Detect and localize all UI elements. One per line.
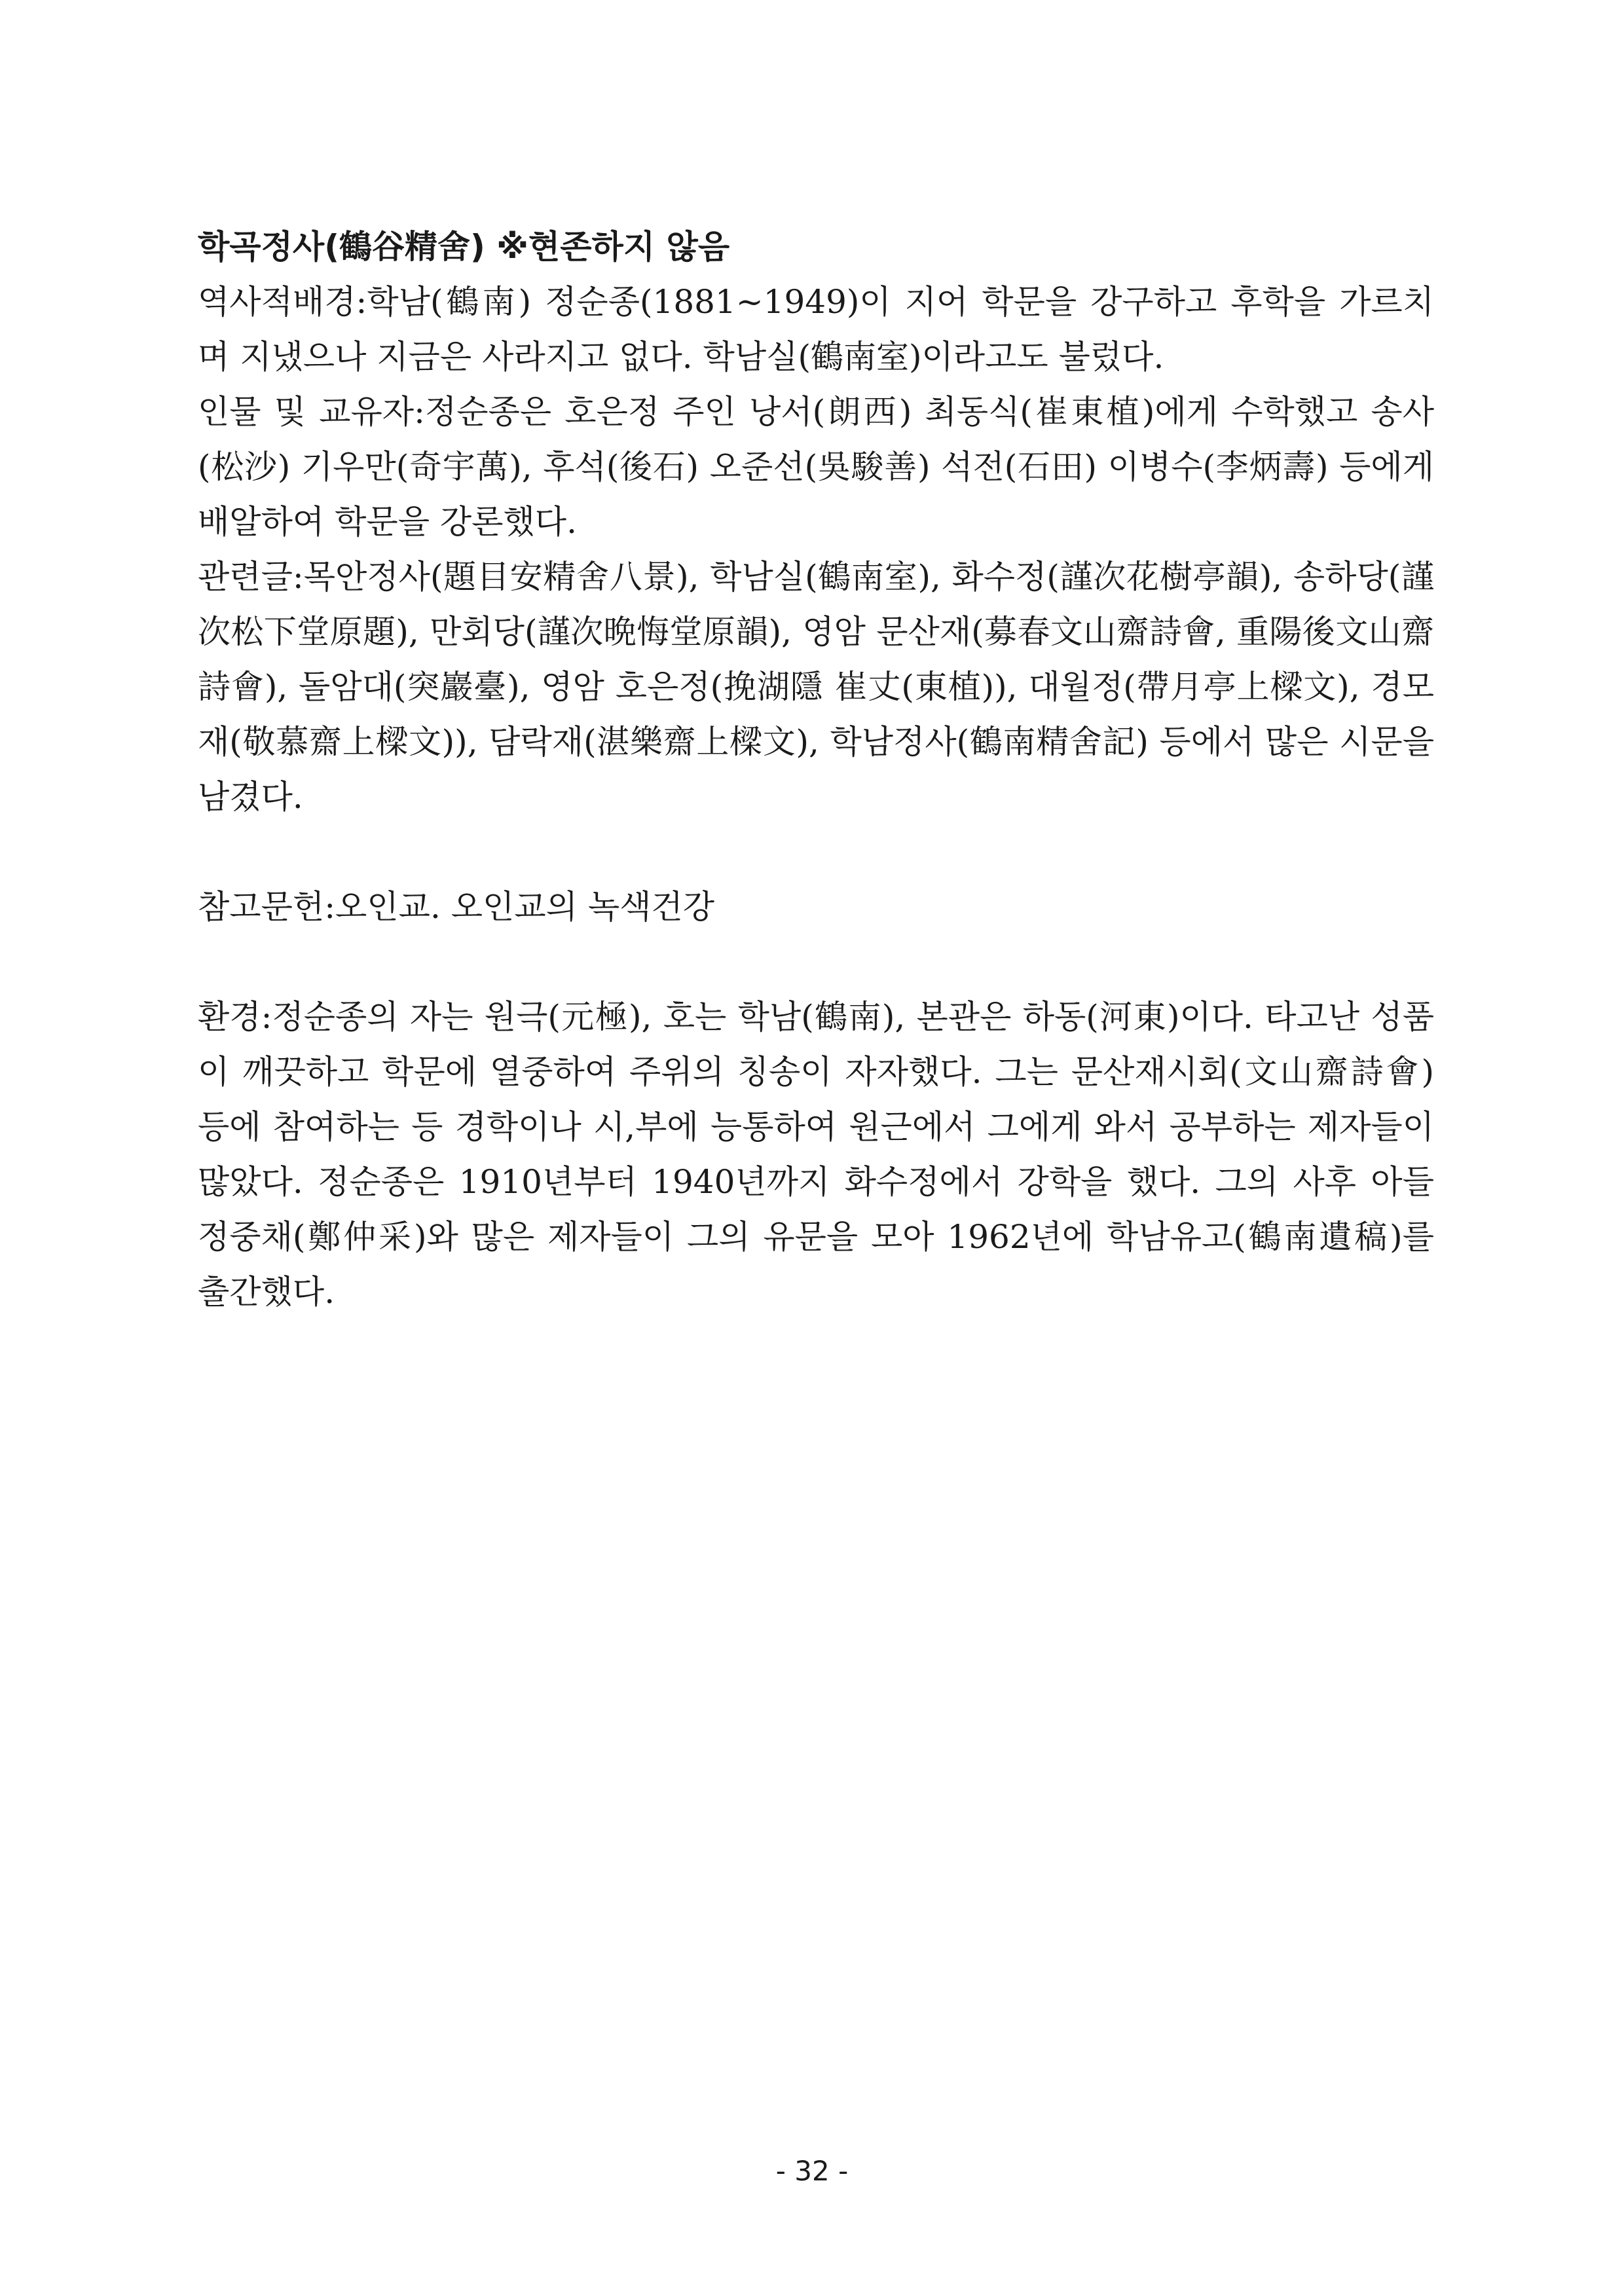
people-paragraph: 인물 및 교유자:정순종은 호은정 주인 낭서(朗西) 최동식(崔東植)에게 수학했고 송사(松沙) 기우만(奇宇萬), 후석(後石) 오준선(吳駿善) 석전(石田) 이병수(李炳壽) 등에게 배알하여 학문을 강론했다. bbox=[198, 393, 1434, 541]
history-paragraph: 역사적배경:학남(鶴南) 정순종(1881~1949)이 지어 학문을 강구하고 후학을 가르치며 지냈으나 지금은 사라지고 없다. 학남실(鶴南室)이라고도 불렀다. bbox=[198, 283, 1434, 376]
page-number: - 32 - bbox=[775, 2155, 849, 2187]
document-body bbox=[198, 219, 1434, 1319]
related-writings-paragraph: 관련글:목안정사(題目安精舍八景), 학남실(鶴南室), 화수정(謹次花樹亭韻), 송하당(謹次松下堂原題), 만회당(謹次晩悔堂原韻), 영암 문산재(募春文山齋詩會, 重陽後文山齋詩會), 돌암대(突巖臺), 영암 호은정(挽湖隱 崔丈(東植)), 대월정(帶月亭上樑文), 경모재(敬慕齋上樑文)), 담락재(湛樂齋上樑文), 학남정사(鶴南精舍記) 등에서 많은 시문을 남겼다. bbox=[198, 558, 1434, 816]
references-paragraph: 참고문헌:오인교. 오인교의 녹색건강 bbox=[198, 888, 715, 926]
document-title: 학곡정사(鶴谷精舍) ※현존하지 않음 bbox=[198, 228, 730, 266]
environment-paragraph: 환경:정순종의 자는 원극(元極), 호는 학남(鶴南), 본관은 하동(河東)이다. 타고난 성품이 깨끗하고 학문에 열중하여 주위의 칭송이 자자했다. 그는 문산재시회(文山齋詩會) 등에 참여하는 등 경학이나 시,부에 능통하여 원근에서 그에게 와서 공부하는 제자들이 많았다. 정순종은 1910년부터 1940년까지 화수정에서 강학을 했다. 그의 사후 아들 정중채(鄭仲采)와 많은 제자들이 그의 유문을 모아 1962년에 학남유고(鶴南遺稿)를 출간했다. bbox=[198, 998, 1434, 1311]
